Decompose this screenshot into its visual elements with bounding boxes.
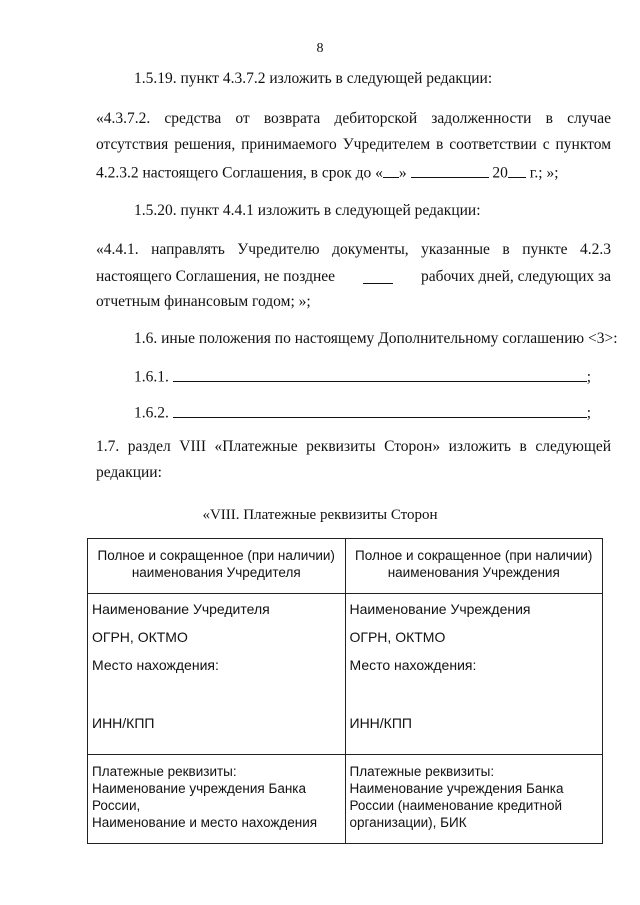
clause-1-6-1-blank xyxy=(173,366,587,382)
days-blank xyxy=(363,268,393,284)
clause-1-6-1-label: 1.6.1. xyxy=(134,368,169,386)
header-founder xyxy=(88,539,346,594)
clause-1-6-2-end: ; xyxy=(586,404,592,422)
founder-inn: ИНН/КПП xyxy=(92,715,155,731)
founder-payment-line-2: Наименование учреждения Банка xyxy=(92,781,306,796)
clause-1-7-line-2: редакции: xyxy=(96,464,162,481)
clause-1-6: 1.6. иные положения по настоящему Дополнительному соглашению <3>: xyxy=(134,330,618,347)
founder-name: Наименование Учредителя xyxy=(92,601,270,617)
founder-ogrn: ОГРН, ОКТМО xyxy=(92,629,188,645)
header-founder-line-2: наименования Учредителя xyxy=(131,565,301,580)
clause-1-7-line-1: 1.7. раздел VIII «Платежные реквизиты Сторон» изложить в следующей xyxy=(96,438,611,455)
institution-payment-line-3: России (наименование кредитной xyxy=(349,798,563,813)
institution-ogrn: ОГРН, ОКТМО xyxy=(349,629,446,645)
quote-4-4-1-text-a: настоящего Соглашения, не позднее xyxy=(96,268,336,285)
quote-4-3-7-2-line-3 xyxy=(96,162,559,183)
quote-4-4-1-text-b: рабочих дней, следующих за xyxy=(420,268,611,285)
month-blank xyxy=(411,162,489,178)
quote-4-4-1-line-1: «4.4.1. направлять Учредителю документы, указанные в пункте 4.2.3 xyxy=(96,241,611,258)
founder-payment-line-1: Платежные реквизиты: xyxy=(92,764,237,779)
quote-4-4-1-line-3: отчетным финансовым годом; »; xyxy=(96,293,311,310)
clause-1-5-20: 1.5.20. пункт 4.4.1 изложить в следующей редакции: xyxy=(134,202,481,219)
institution-name: Наименование Учреждения xyxy=(349,601,531,617)
institution-details xyxy=(345,594,603,755)
founder-payment-line-4: Наименование и место нахождения xyxy=(92,815,318,830)
header-institution xyxy=(345,539,603,594)
header-founder-line-1: Полное и сокращенное (при наличии) xyxy=(97,548,335,563)
institution-payment-line-1: Платежные реквизиты: xyxy=(349,764,495,779)
founder-location: Место нахождения: xyxy=(92,657,219,673)
section-title: «VIII. Платежные реквизиты Сторон xyxy=(202,507,438,523)
requisites-table xyxy=(87,538,603,844)
founder-details xyxy=(88,594,346,755)
quote-close: » xyxy=(398,164,407,182)
page-number: 8 xyxy=(316,41,324,56)
header-institution-line-1: Полное и сокращенное (при наличии) xyxy=(355,548,593,563)
clause-1-6-1-end: ; xyxy=(586,368,592,386)
clause-1-6-2-label: 1.6.2. xyxy=(134,404,169,422)
year-suffix: г.; »; xyxy=(529,164,559,182)
quote-4-3-7-2-text: 4.2.3.2 настоящего Соглашения, в срок до « xyxy=(96,164,383,182)
clause-1-6-2 xyxy=(134,402,591,423)
institution-payment-line-4: организации), БИК xyxy=(349,815,467,830)
institution-inn: ИНН/КПП xyxy=(349,715,412,731)
clause-1-6-1 xyxy=(134,366,591,387)
header-institution-line-2: наименования Учреждения xyxy=(387,565,560,580)
institution-location: Место нахождения: xyxy=(349,657,477,673)
year-blank xyxy=(508,162,526,178)
year-prefix: 20 xyxy=(492,164,508,182)
founder-payment-line-3: России, xyxy=(92,798,141,813)
founder-payment xyxy=(88,755,346,844)
clause-1-6-2-blank xyxy=(173,402,587,418)
day-blank xyxy=(383,162,399,178)
clause-1-5-19: 1.5.19. пункт 4.3.7.2 изложить в следующей редакции: xyxy=(134,70,493,87)
quote-4-3-7-2-line-2: отсутствия решения, принимаемого Учредителем в соответствии с пунктом xyxy=(96,136,611,153)
quote-4-3-7-2-line-1: «4.3.7.2. средства от возврата дебиторской задолженности в случае xyxy=(96,110,611,127)
quote-4-4-1-line-2 xyxy=(96,268,611,286)
institution-payment xyxy=(345,755,603,844)
institution-payment-line-2: Наименование учреждения Банка xyxy=(349,781,564,796)
